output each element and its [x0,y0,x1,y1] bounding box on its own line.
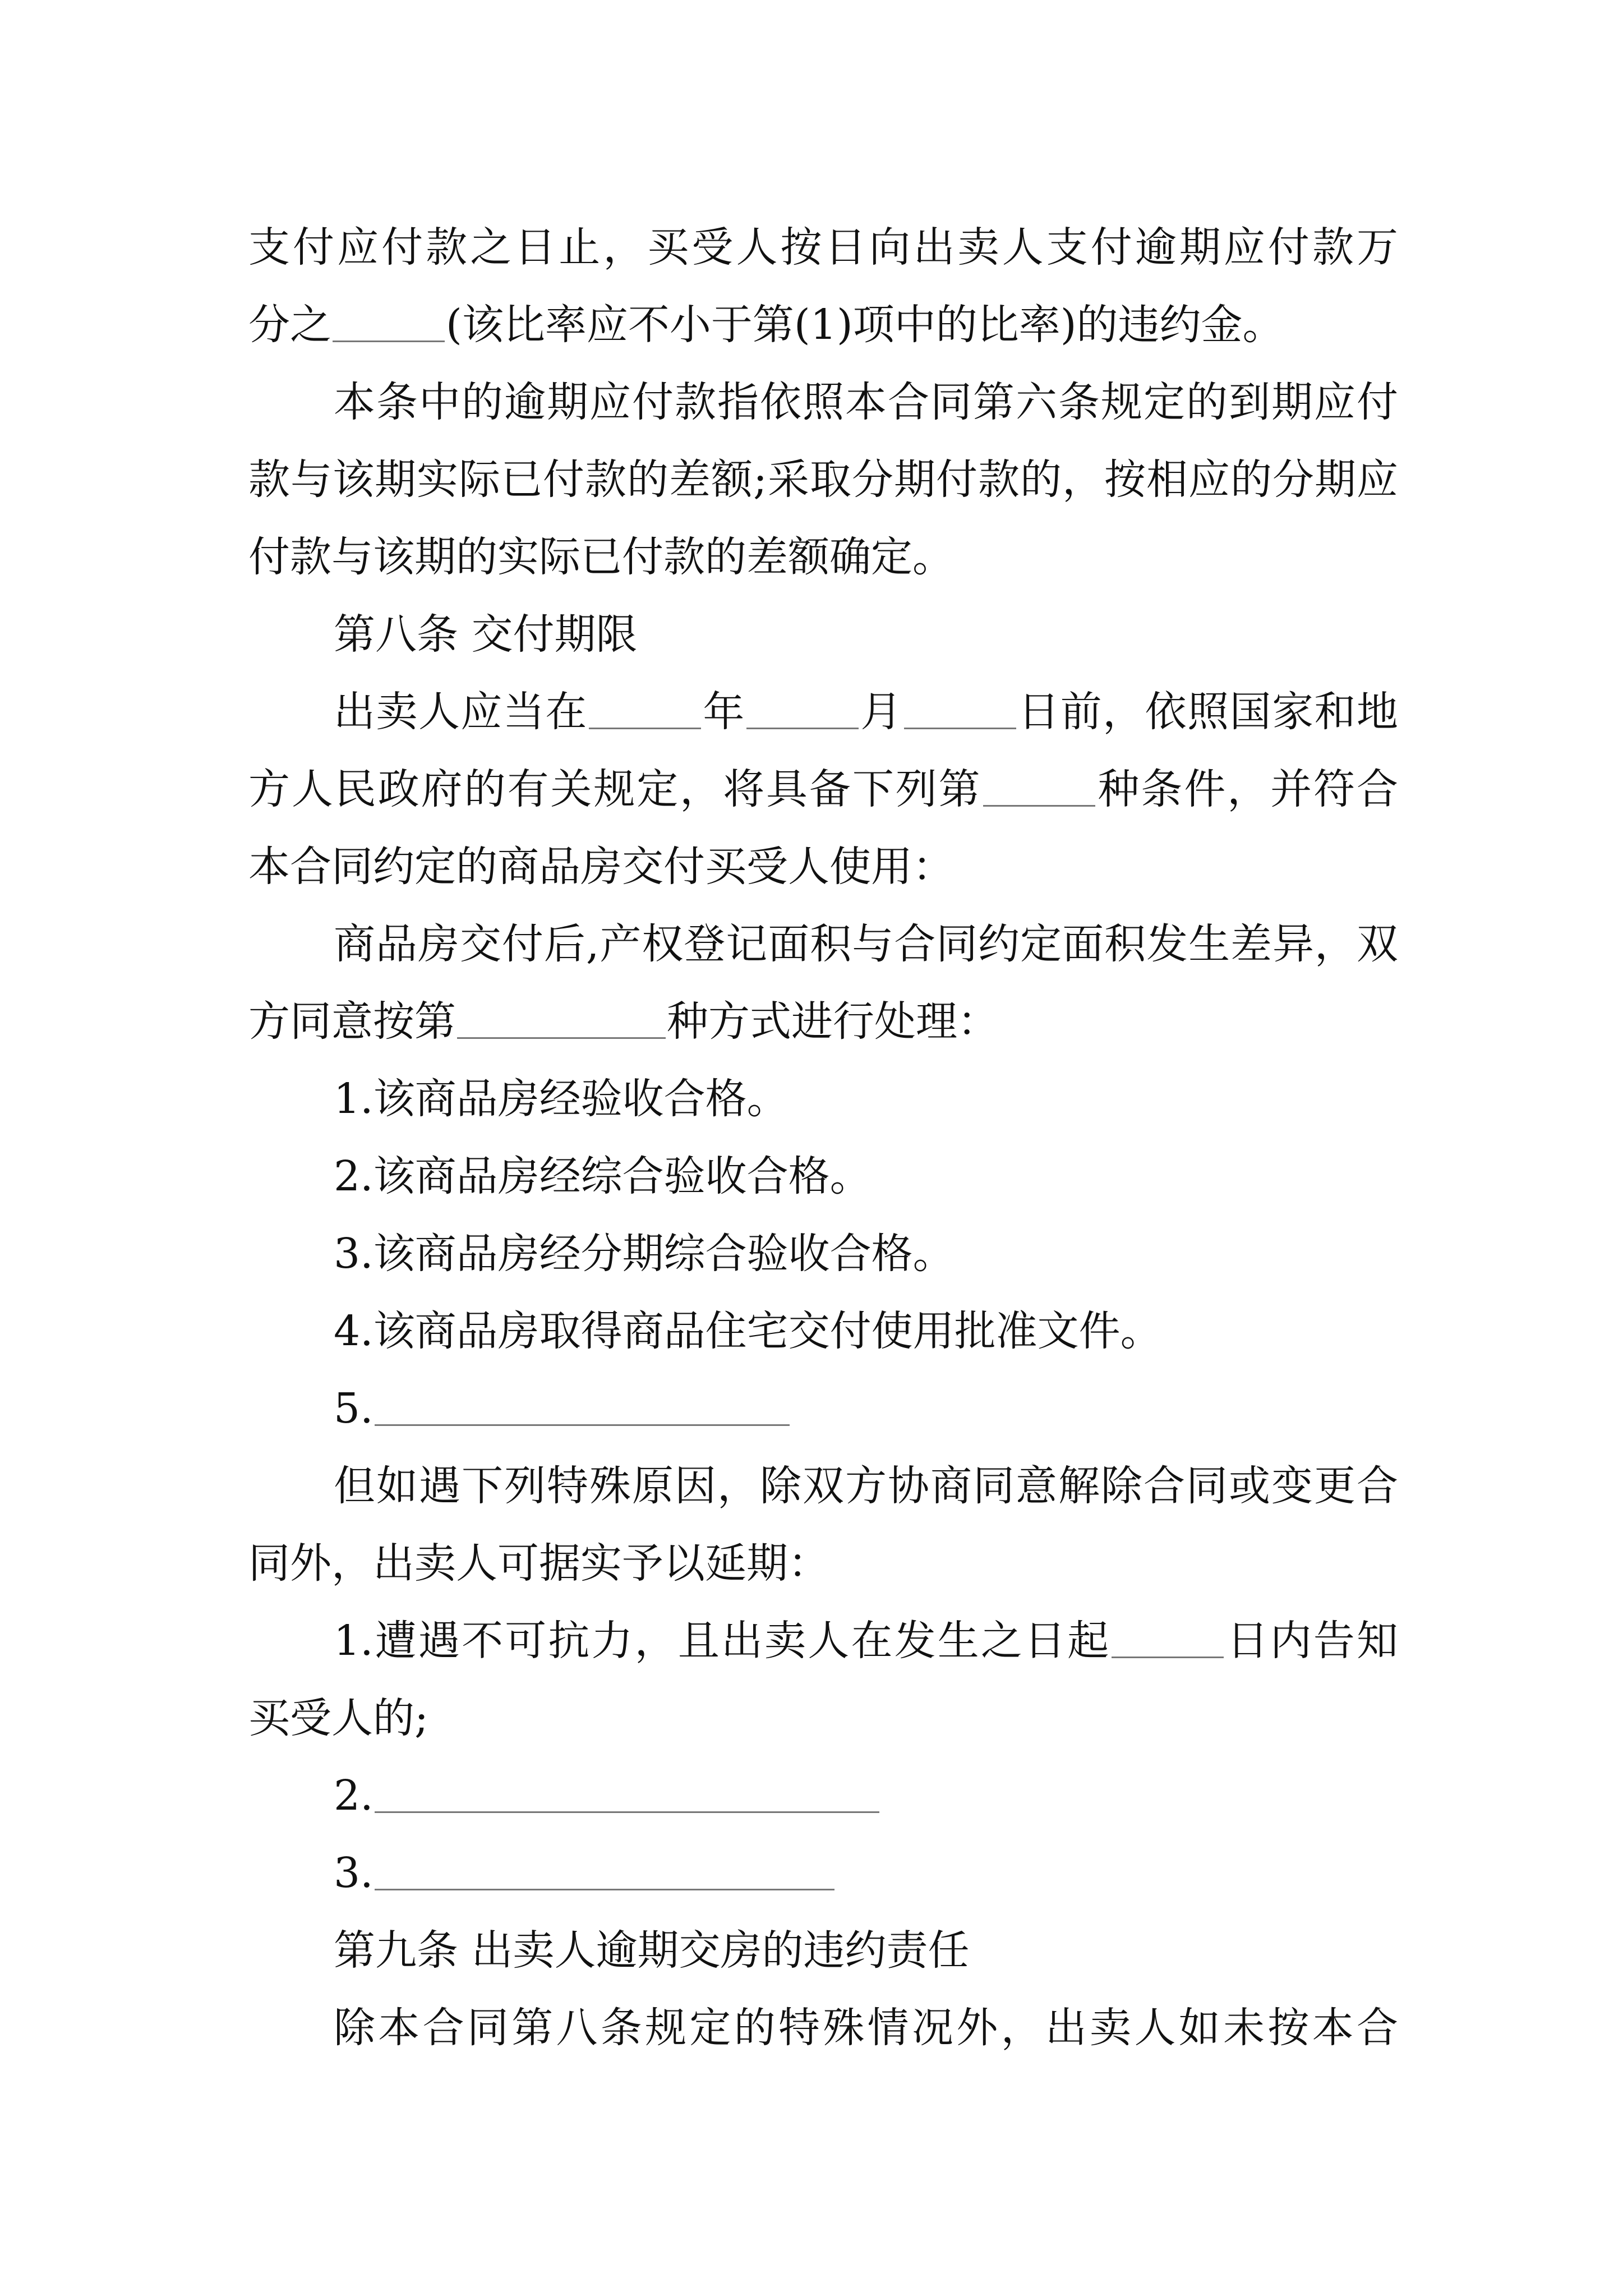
reason-item-2 [248,1757,1398,1834]
blank-condition-number[interactable] [983,769,1095,807]
reason-item-3 [248,1834,1398,1912]
blank-month[interactable] [746,692,859,729]
text-run: 5. [334,1384,374,1433]
text-run: (该比率应不小于第(1)项中的比率)的违约金。 [446,301,1284,349]
text-run: 日前，依照国家和地方人民政府的有关规定，将具备下列第 [248,688,1399,813]
paragraph-delivery-deadline [248,673,1398,905]
paragraph-late-delivery: 除本合同第八条规定的特殊情况外，出卖人如未按本合 [334,2004,1398,2052]
condition-item-2: 2.该商品房经综合验收合格。 [334,1152,872,1200]
text-run: 2. [334,1772,374,1820]
blank-year[interactable] [589,692,701,729]
paragraph-overdue-penalty-line1 [248,209,1398,286]
text-run: 支付应付款之日止，买受人按日向出卖人支付逾期应付款万 [248,223,1398,272]
text-run: 年 [702,688,745,736]
text-run: 种条件，并符合本合同约定的商品房交付买受人使用： [248,765,1399,891]
blank-reason-3[interactable] [375,1853,834,1890]
paragraph-overdue-definition: 本条中的逾期应付款指依照本合同第六条规定的到期应付款与该期实际已付款的差额;采取分期付款的，按相应的分期应付款与该期的实际已付款的差额确定。 [248,378,1398,581]
paragraph-area-difference [248,905,1398,1060]
text-run: 商品房交付后,产权登记面积与合同约定面积发生差异，双方同意按第 [248,920,1398,1046]
blank-method-number[interactable] [457,1001,666,1039]
blank-reason-2[interactable] [375,1775,879,1813]
condition-item-1: 1.该商品房经验收合格。 [334,1075,789,1123]
paragraph-special-reasons: 但如遇下列特殊原因，除双方协商同意解除合同或变更合同外，出卖人可据实予以延期： [248,1462,1398,1588]
blank-condition-5[interactable] [375,1388,790,1426]
blank-field[interactable] [333,305,445,342]
text-run: 月 [859,688,903,736]
condition-item-4: 4.该商品房取得商品住宅交付使用批准文件。 [334,1307,1162,1355]
condition-item-3: 3.该商品房经分期综合验收合格。 [334,1230,955,1278]
blank-notify-days[interactable] [1112,1621,1224,1658]
reason-item-1 [248,1602,1398,1757]
text-run: 种方式进行处理： [667,997,999,1046]
text-run: 分之 [248,301,331,349]
document-body [248,209,1398,2067]
paragraph-overdue-penalty-line2 [248,286,1398,364]
article-8-heading: 第八条 交付期限 [334,610,638,659]
text-run: 3. [334,1849,374,1897]
text-run: 1.遭遇不可抗力，且出卖人在发生之日起 [334,1617,1111,1665]
text-run: 日内告知买受人的; [248,1617,1399,1742]
text-run: 出卖人应当在 [334,688,588,736]
article-9-heading: 第九条 出卖人逾期交房的违约责任 [334,1926,970,1975]
condition-item-5 [248,1370,1398,1447]
blank-day[interactable] [904,692,1016,729]
